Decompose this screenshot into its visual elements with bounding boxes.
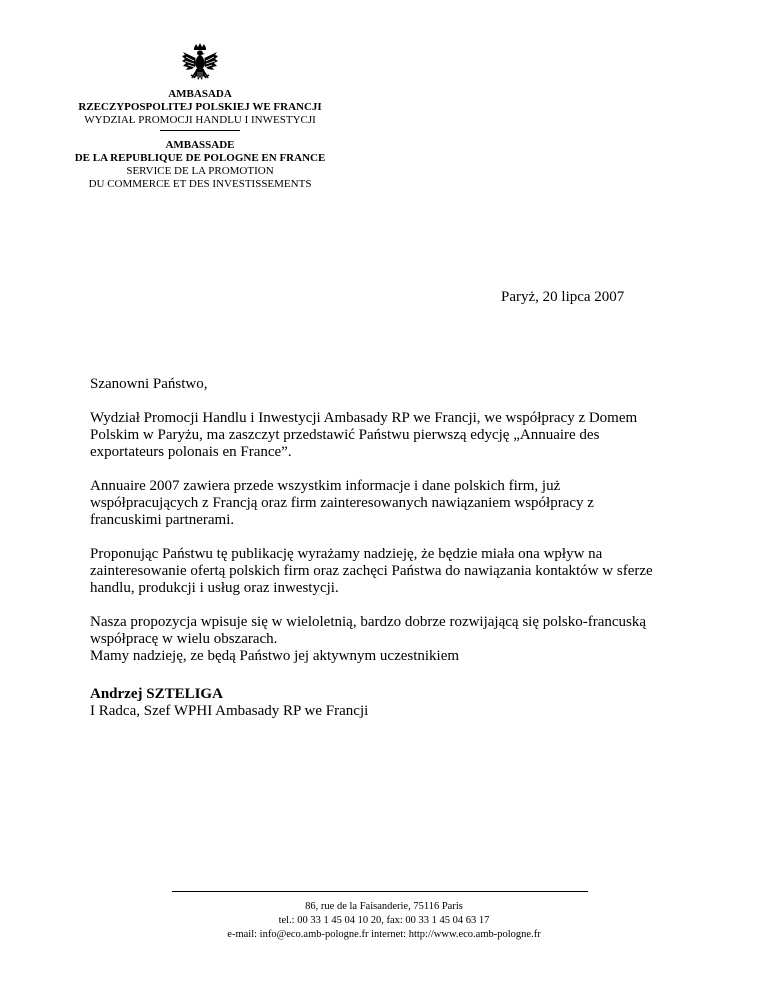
- paragraph-line: zainteresowanie ofertą polskich firm oraz zachęci Państwa do nawiązania kontaktów w sferze: [90, 563, 653, 579]
- embassy-pl-line-3: WYDZIAŁ PROMOCJI HANDLU I INWESTYCJI: [84, 114, 316, 126]
- footer-address: 86, rue de la Faisanderie, 75116 Paris: [305, 901, 463, 912]
- salutation: Szanowni Państwo,: [90, 376, 208, 392]
- letter-body: [90, 376, 690, 682]
- signatory-name: Andrzej SZTELIGA: [90, 686, 223, 702]
- embassy-pl-line-1: AMBASADA: [168, 88, 232, 100]
- paragraph-line: exportateurs polonais en France”.: [90, 444, 292, 460]
- paragraph-line: Wydział Promocji Handlu i Inwestycji Ambasady RP we Francji, we współpracy z Domem: [90, 410, 638, 426]
- paragraph-line: Proponując Państwu tę publikację wyrażamy nadzieję, że będzie miała ona wpływ na: [90, 546, 603, 562]
- signatory-title: I Radca, Szef WPHI Ambasady RP we Francji: [90, 703, 369, 719]
- letterhead: [0, 42, 400, 191]
- paragraph-line: Polskim w Paryżu, ma zaszczyt przedstawić Państwu pierwszą edycję „Annuaire des: [90, 427, 600, 443]
- paragraph-line: współpracujących z Francją oraz firm zainteresowanych nawiązaniem współpracy z: [90, 495, 594, 511]
- letter-date: Paryż, 20 lipca 2007: [501, 289, 625, 305]
- paragraph-4: [90, 614, 690, 665]
- embassy-fr-line-1: AMBASSADE: [165, 139, 235, 151]
- footer-email-internet: e-mail: info@eco.amb-pologne.fr internet: http://www.eco.amb-pologne.fr: [227, 929, 541, 940]
- embassy-fr-line-3: SERVICE DE LA PROMOTION: [126, 165, 274, 177]
- signature-block: [90, 686, 368, 720]
- polish-eagle-emblem-icon: [180, 42, 220, 86]
- paragraph-line: handlu, produkcji i usług oraz inwestycji.: [90, 580, 339, 596]
- footer: [0, 900, 768, 942]
- paragraph-line: francuskimi partnerami.: [90, 512, 235, 528]
- embassy-pl-line-2: RZECZYPOSPOLITEJ POLSKIEJ WE FRANCJI: [78, 101, 322, 113]
- paragraph-2: [90, 478, 690, 529]
- paragraph-3: [90, 546, 690, 597]
- paragraph-line: Nasza propozycja wpisuje się w wieloletnią, bardzo dobrze rozwijającą się polsko-francuską: [90, 614, 647, 630]
- embassy-fr-line-2: DE LA REPUBLIQUE DE POLOGNE EN FRANCE: [74, 152, 326, 164]
- footer-divider: [172, 891, 588, 892]
- paragraph-line: współpracę w wielu obszarach.: [90, 631, 278, 647]
- letterhead-divider: [160, 130, 240, 131]
- paragraph-line: Mamy nadzieję, ze będą Państwo jej aktywnym uczestnikiem: [90, 648, 460, 664]
- footer-phone-fax: tel.: 00 33 1 45 04 10 20, fax: 00 33 1 45 04 63 17: [278, 915, 490, 926]
- paragraph-1: [90, 410, 690, 461]
- paragraph-line: Annuaire 2007 zawiera przede wszystkim informacje i dane polskich firm, już: [90, 478, 561, 494]
- embassy-fr-line-4: DU COMMERCE ET DES INVESTISSEMENTS: [88, 178, 312, 190]
